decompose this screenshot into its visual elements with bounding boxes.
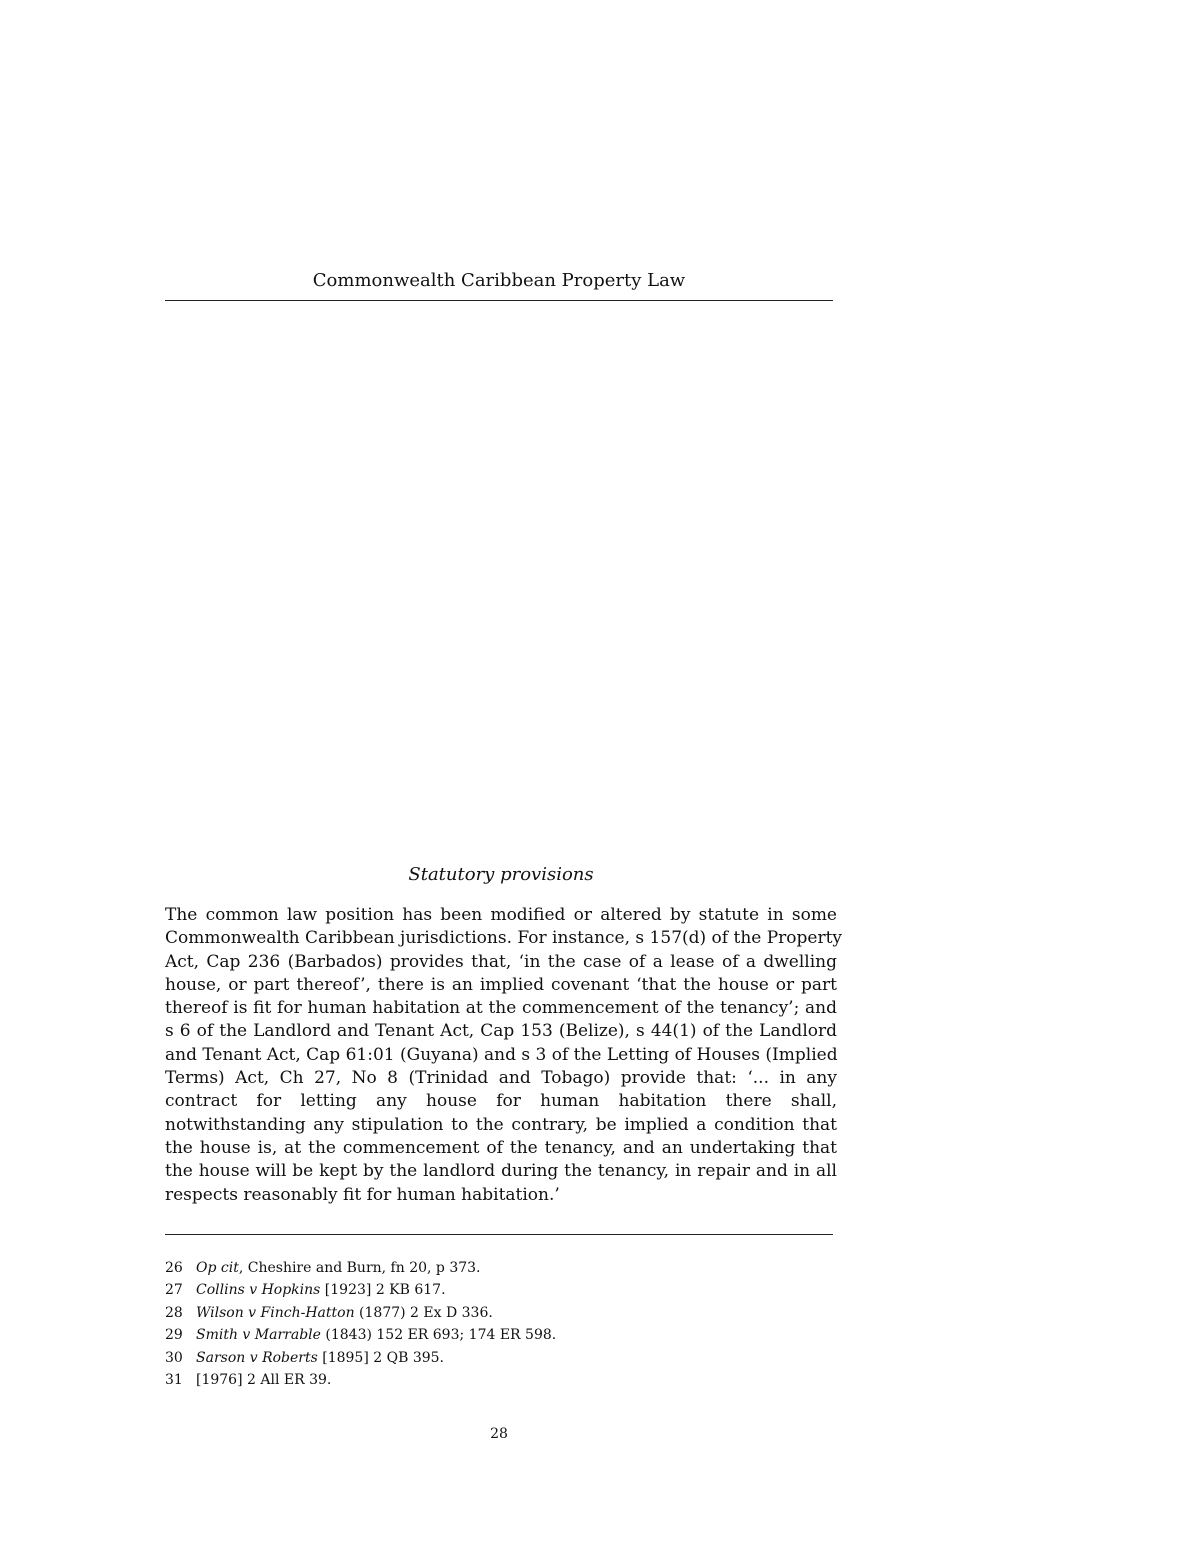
paragraph-line: the house is, at the commencement of the tenancy, and an undertaking that bbox=[165, 1137, 837, 1158]
footnote-number: 27 bbox=[165, 1282, 183, 1299]
footnote-citation: , Cheshire and Burn, fn 20, p 373. bbox=[238, 1260, 481, 1276]
footnote-list bbox=[165, 1257, 833, 1391]
paragraph-line: s 6 of the Landlord and Tenant Act, Cap 153 (Belize), s 44(1) of the Landlord bbox=[165, 1021, 837, 1042]
footnote-body bbox=[196, 1347, 444, 1369]
paragraph-line: contract for letting any house for human habitation there shall, bbox=[165, 1091, 837, 1112]
paragraph-line: Act, Cap 236 (Barbados) provides that, ‘in the case of a lease of a dwelling bbox=[165, 951, 837, 972]
page-number: 28 bbox=[490, 1426, 508, 1442]
footnote-citation: [1976] 2 All ER 39. bbox=[196, 1372, 332, 1389]
footnote-number: 30 bbox=[165, 1349, 183, 1366]
footnote-case-name: Sarson v Roberts bbox=[196, 1349, 318, 1366]
footnote-26 bbox=[165, 1257, 833, 1279]
paragraph-line: Terms) Act, Ch 27, No 8 (Trinidad and Tobago) provide that: ‘... in any bbox=[165, 1068, 837, 1089]
footnote-citation: [1923] 2 KB 617. bbox=[320, 1282, 446, 1299]
footnote-case-name: Collins v Hopkins bbox=[196, 1282, 321, 1299]
footnote-27 bbox=[165, 1279, 833, 1301]
footnote-citation: [1895] 2 QB 395. bbox=[317, 1349, 444, 1366]
paragraph-line: thereof is fit for human habitation at the commencement of the tenancy’; and bbox=[165, 998, 837, 1019]
footnote-body bbox=[196, 1369, 331, 1391]
paragraph-line: the house will be kept by the landlord during the tenancy, in repair and in all bbox=[165, 1161, 837, 1182]
paragraph-line: The common law position has been modified or altered by statute in some bbox=[165, 905, 837, 925]
section-heading: Statutory provisions bbox=[408, 864, 594, 885]
footnote-29 bbox=[165, 1324, 833, 1346]
paragraph-line: respects reasonably fit for human habitation.’ bbox=[165, 1184, 560, 1205]
footnote-citation: (1843) 152 ER 693; 174 ER 598. bbox=[320, 1327, 557, 1344]
footnote-body bbox=[196, 1302, 493, 1324]
footnote-body bbox=[196, 1257, 481, 1279]
footnote-31 bbox=[165, 1369, 833, 1391]
footnote-number: 31 bbox=[165, 1372, 183, 1389]
footnote-number: 26 bbox=[165, 1260, 183, 1276]
footnote-case-name: Smith v Marrable bbox=[196, 1327, 321, 1344]
footnote-28 bbox=[165, 1302, 833, 1324]
paragraph-line: notwithstanding any stipulation to the contrary, be implied a condition that bbox=[165, 1114, 837, 1135]
paragraph-line: house, or part thereof’, there is an implied covenant ‘that the house or part bbox=[165, 974, 837, 995]
body-paragraph bbox=[165, 904, 843, 1207]
footnote-30 bbox=[165, 1347, 833, 1369]
footnote-number: 28 bbox=[165, 1304, 183, 1321]
running-head-title: Commonwealth Caribbean Property Law bbox=[312, 270, 686, 291]
footnote-number: 29 bbox=[165, 1327, 183, 1344]
footnote-citation: (1877) 2 Ex D 336. bbox=[354, 1304, 493, 1321]
paragraph-line: and Tenant Act, Cap 61:01 (Guyana) and s 3 of the Letting of Houses (Implied bbox=[165, 1044, 838, 1065]
footnote-body bbox=[196, 1279, 446, 1301]
footnote-case-name: Op cit bbox=[196, 1260, 239, 1276]
footnote-rule bbox=[165, 1234, 833, 1235]
header-rule bbox=[165, 300, 833, 301]
paragraph-line: Commonwealth Caribbean jurisdictions. For instance, s 157(d) of the Property bbox=[165, 928, 843, 949]
footnote-case-name: Wilson v Finch-Hatton bbox=[196, 1304, 355, 1321]
footnote-body bbox=[196, 1324, 556, 1346]
